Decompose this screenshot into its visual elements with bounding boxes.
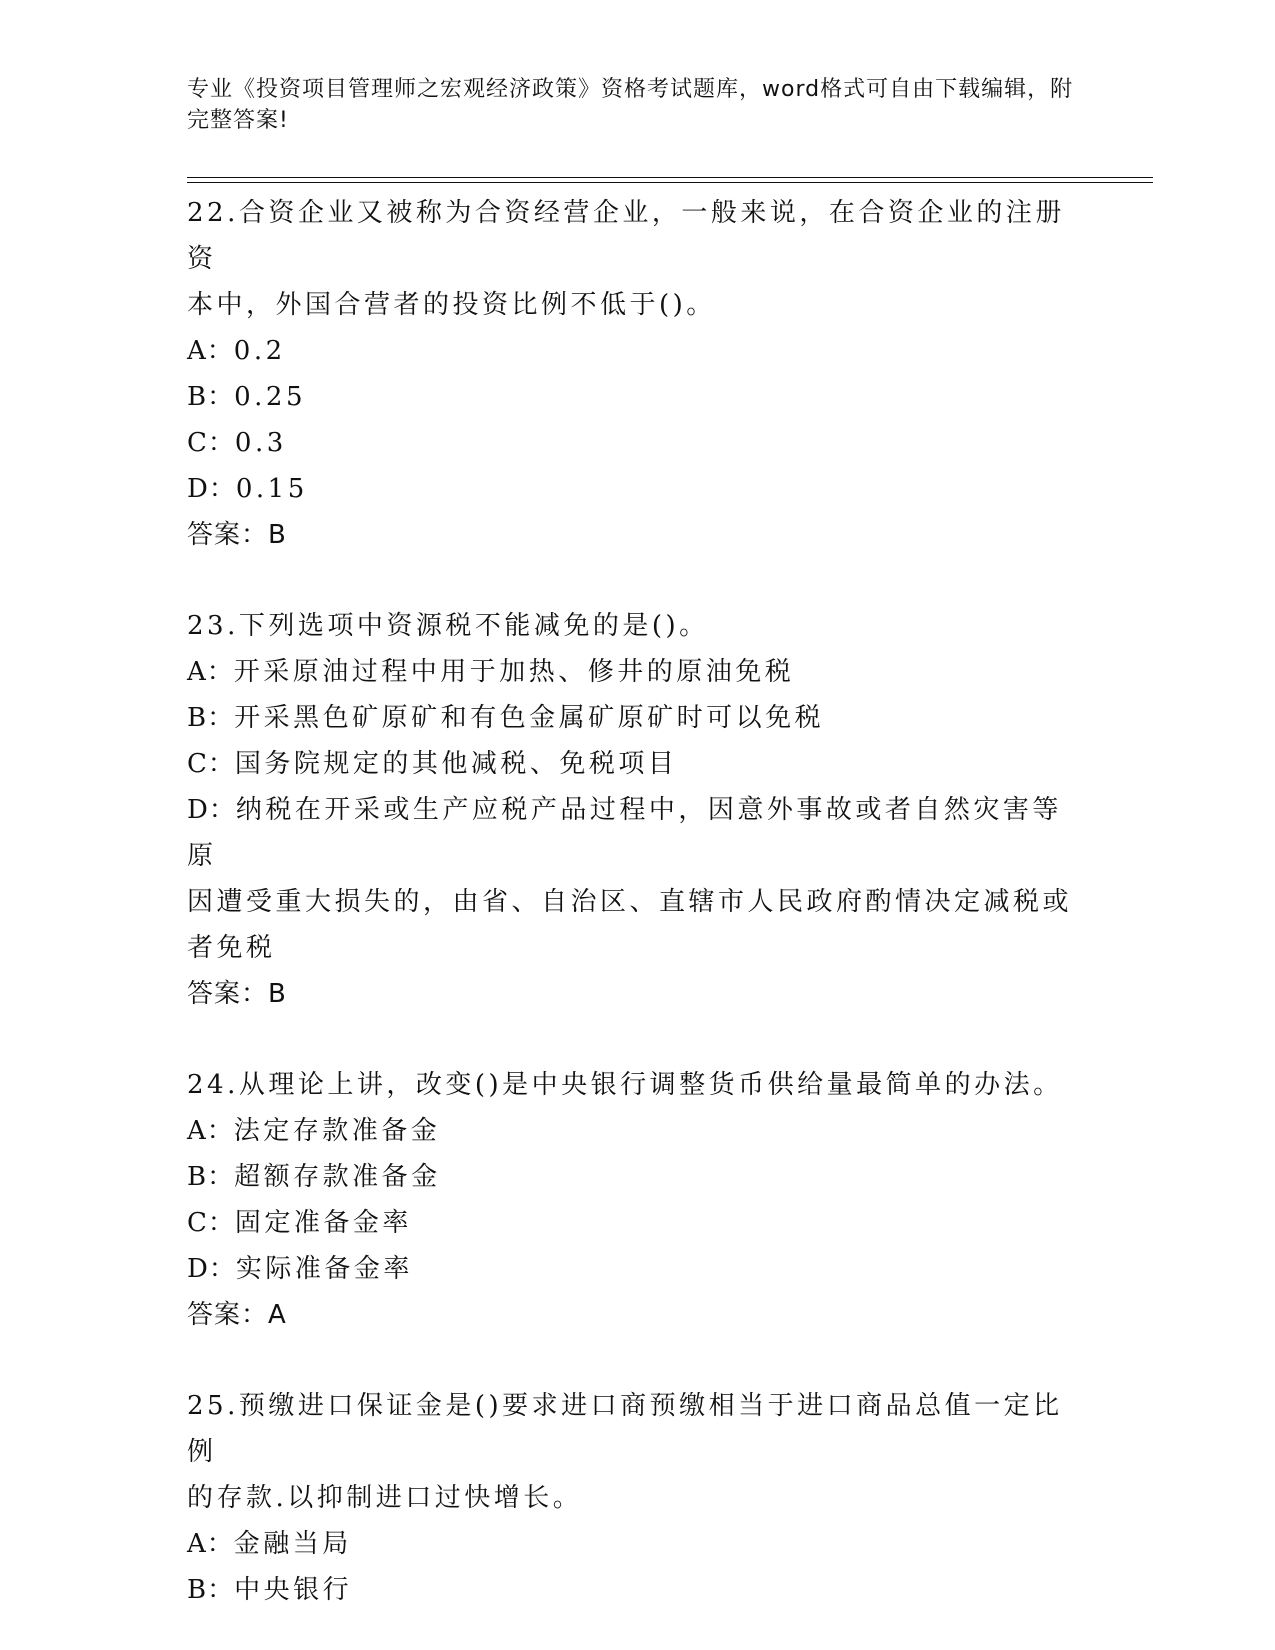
option-line <box>187 787 1087 879</box>
option-line <box>187 1246 1087 1292</box>
option-line <box>187 1108 1087 1154</box>
answer-line: 答案：B <box>187 979 287 1009</box>
option-text: 者免税 <box>187 933 276 963</box>
option-letter: C： <box>187 1208 235 1238</box>
header-rule-bottom <box>187 182 1153 183</box>
option-text: 开采原油过程中用于加热、修井的原油免税 <box>233 657 795 687</box>
option-letter: D： <box>187 795 236 825</box>
option-letter: B： <box>187 703 235 733</box>
option-text: 实际准备金率 <box>235 1254 413 1284</box>
option-line <box>187 741 1087 787</box>
option-line <box>187 1200 1087 1246</box>
option-line <box>187 649 1087 695</box>
option-text: 固定准备金率 <box>234 1208 412 1238</box>
option-letter: A： <box>187 1529 234 1559</box>
option-letter: A： <box>187 336 234 366</box>
question-stem: 22.合资企业又被称为合资经营企业，一般来说，在合资企业的注册资 <box>187 198 1065 274</box>
option-line <box>187 695 1087 741</box>
question-stem: 23.下列选项中资源税不能减免的是()。 <box>187 611 709 641</box>
option-text: 0.3 <box>234 428 287 458</box>
option-line <box>187 1154 1087 1200</box>
header-rule-top <box>187 177 1153 178</box>
option-text: 超额存款准备金 <box>234 1162 441 1192</box>
question-list <box>187 190 1087 1613</box>
question-stem: 本中，外国合营者的投资比例不低于()。 <box>187 290 716 320</box>
option-letter: A： <box>187 657 234 687</box>
option-line <box>187 374 1087 420</box>
option-text: 因遭受重大损失的，由省、自治区、直辖市人民政府酌情决定减税或 <box>187 887 1073 917</box>
option-text: 0.25 <box>234 382 306 412</box>
option-letter: C： <box>187 428 235 458</box>
option-text: 金融当局 <box>233 1529 352 1559</box>
option-text: 0.15 <box>235 474 308 504</box>
option-letter: B： <box>187 1162 235 1192</box>
answer-line: 答案：A <box>187 1300 287 1330</box>
option-text: 中央银行 <box>234 1575 353 1605</box>
option-line <box>187 466 1087 512</box>
page-header: 专业《投资项目管理师之宏观经济政策》资格考试题库，word格式可自由下载编辑，附完整答案! <box>187 77 1074 133</box>
option-line <box>187 328 1087 374</box>
option-text: 开采黑色矿原矿和有色金属矿原矿时可以免税 <box>234 703 825 733</box>
option-line <box>187 879 1087 925</box>
option-text: 0.2 <box>233 336 286 366</box>
option-letter: D： <box>187 474 236 504</box>
option-line <box>187 420 1087 466</box>
question-block <box>187 1383 1087 1613</box>
question-block <box>187 1062 1087 1338</box>
question-stem: 的存款.以抑制进口过快增长。 <box>187 1483 583 1513</box>
option-text: 法定存款准备金 <box>233 1116 441 1146</box>
option-text: 纳税在开采或生产应税产品过程中，因意外事故或者自然灾害等原 <box>187 795 1062 871</box>
option-letter: D： <box>187 1254 236 1284</box>
option-letter: A： <box>187 1116 234 1146</box>
option-line <box>187 925 1087 971</box>
question-stem: 24.从理论上讲，改变()是中央银行调整货币供给量最简单的办法。 <box>187 1070 1063 1100</box>
question-stem: 25.预缴进口保证金是()要求进口商预缴相当于进口商品总值一定比例 <box>187 1391 1063 1467</box>
option-line <box>187 1521 1087 1567</box>
question-block <box>187 603 1087 1017</box>
option-text: 国务院规定的其他减税、免税项目 <box>234 749 678 779</box>
answer-line: 答案：B <box>187 520 287 550</box>
question-block <box>187 190 1087 558</box>
option-letter: C： <box>187 749 235 779</box>
option-letter: B： <box>187 1575 235 1605</box>
option-letter: B： <box>187 382 235 412</box>
option-line <box>187 1567 1087 1613</box>
